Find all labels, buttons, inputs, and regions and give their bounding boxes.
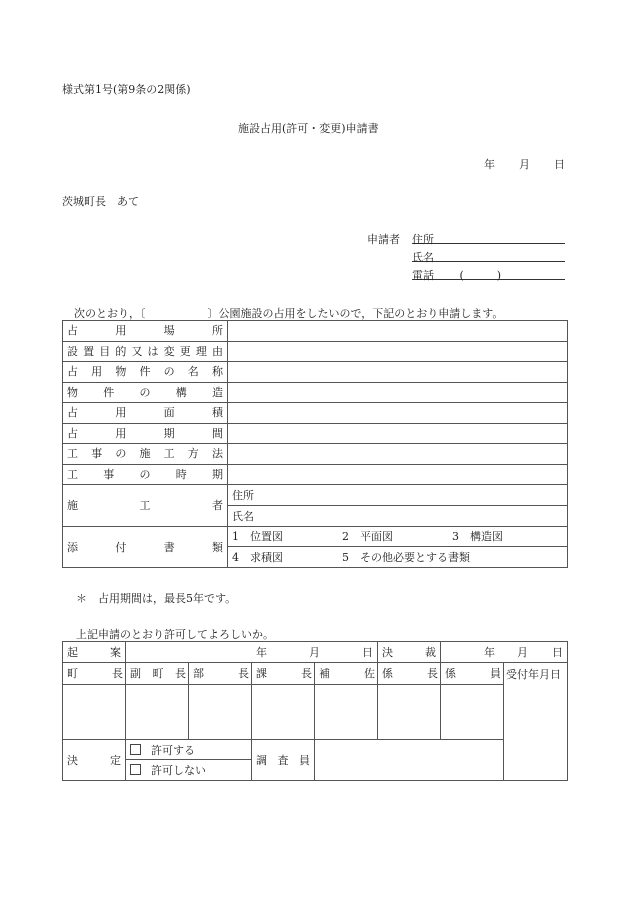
row-label: [63, 362, 228, 383]
applicant-name-label: 氏名: [412, 251, 434, 264]
table-row: [63, 403, 568, 424]
intro-prefix: 次のとおり，〔: [74, 307, 146, 320]
label-chars: 補 佐: [319, 667, 375, 680]
occupancy-note: ＊ 占用期間は，最長5年です。: [76, 592, 237, 605]
approval-question: 上記申請のとおり許可してよろしいか。: [76, 628, 274, 641]
page-title: 施設占用(許可・変更)申請書: [238, 122, 379, 135]
label-chars: 部 長: [193, 667, 249, 680]
role-label: [315, 663, 378, 685]
option-deny-label: 許可しない: [151, 764, 206, 777]
label-chars: 調 査 員: [256, 753, 310, 767]
label-chars: 物 件 の 構 造: [67, 385, 223, 399]
row-label: [63, 464, 228, 485]
role-label: [63, 663, 126, 685]
stamp-box[interactable]: [315, 685, 378, 740]
draft-month-label: 月: [309, 645, 320, 659]
attachment-item-4: 4 求積図: [232, 550, 283, 564]
attachment-item-3: 3 構造図: [452, 530, 503, 543]
draft-row: [63, 642, 568, 663]
inspector-label: [252, 740, 315, 781]
attachments-line-2: [228, 547, 568, 568]
attachment-item-2: 2 平面図: [342, 530, 393, 543]
row-label: [63, 382, 228, 403]
intro-suffix: 〕公園施設の占用をしたいので，下記のとおり申請します。: [207, 307, 504, 320]
application-table: [62, 320, 568, 568]
label-chars: 占 用 場 所: [67, 324, 223, 338]
table-row: [63, 362, 568, 383]
draft-day-label: 日: [362, 645, 373, 659]
addressee: 茨城町長 あて: [62, 195, 139, 208]
label-chars: 課 長: [256, 667, 312, 680]
row-value-field[interactable]: [228, 321, 568, 342]
decision-date-field[interactable]: [441, 642, 568, 663]
label-chars: 起 案: [67, 645, 121, 659]
attachment-item-5: 5 その他必要とする書類: [342, 550, 470, 564]
row-value-field[interactable]: [228, 403, 568, 424]
checkbox-approve[interactable]: [130, 744, 141, 755]
table-row: [63, 423, 568, 444]
inspector-field[interactable]: [315, 740, 504, 781]
label-chars: 工 事 の 時 期: [67, 467, 223, 481]
label-chars: 工 事 の 施 工 方 法: [67, 447, 223, 461]
checkbox-deny[interactable]: [130, 764, 141, 775]
roles-row: [63, 663, 568, 685]
contractor-name-label: 氏名: [232, 509, 254, 523]
attachments-row-1: [63, 527, 568, 547]
contractor-name-field[interactable]: [228, 506, 568, 527]
label-chars: 占 用 期 間: [67, 426, 223, 440]
stamp-box[interactable]: [126, 685, 189, 740]
draft-label: [63, 642, 126, 663]
draft-year-label: 年: [256, 645, 267, 659]
contractor-address-row: [63, 485, 568, 506]
final-decision-label: [63, 740, 126, 781]
row-label: [63, 341, 228, 362]
final-row-1: [63, 740, 568, 760]
table-row: [63, 341, 568, 362]
role-label: [441, 663, 504, 685]
stamps-row: [63, 685, 568, 740]
row-value-field[interactable]: [228, 423, 568, 444]
date-year: 年: [484, 158, 495, 171]
draft-date-field[interactable]: [126, 642, 378, 663]
form-number: 様式第1号(第9条の2関係): [62, 83, 191, 96]
stamp-box[interactable]: [441, 685, 504, 740]
label-chars: 係 員: [445, 667, 501, 680]
applicant-label: 申請者: [367, 233, 400, 246]
applicant-name-field[interactable]: [412, 249, 565, 262]
stamp-box[interactable]: [252, 685, 315, 740]
role-label: [126, 663, 189, 685]
label-chars: 占 用 物 件 の 名 称: [67, 365, 223, 379]
label-chars: 添 付 書 類: [67, 540, 223, 554]
approval-table: [62, 641, 568, 781]
option-approve[interactable]: [126, 740, 252, 760]
table-row: [63, 382, 568, 403]
contractor-address-field[interactable]: [228, 485, 568, 506]
label-chars: 施 工 者: [67, 499, 223, 512]
applicant-address-label: 住所: [412, 233, 434, 246]
date-day: 日: [554, 158, 565, 171]
stamp-box[interactable]: [378, 685, 441, 740]
option-approve-label: 許可する: [151, 743, 195, 757]
row-value-field[interactable]: [228, 382, 568, 403]
contractor-label: [63, 485, 228, 527]
decision-day-label: 日: [552, 645, 563, 659]
applicant-address-field[interactable]: [412, 231, 565, 244]
table-row: [63, 444, 568, 465]
attachments-line-1: [228, 527, 568, 547]
row-value-field[interactable]: [228, 362, 568, 383]
row-label: [63, 403, 228, 424]
received-date-cell[interactable]: [504, 663, 568, 781]
contractor-address-label: 住所: [232, 488, 254, 502]
applicant-phone-paren: ( ): [459, 269, 502, 282]
stamp-box[interactable]: [189, 685, 252, 740]
date-month: 月: [519, 158, 530, 171]
label-chars: 占 用 面 積: [67, 406, 223, 420]
decision-year-label: 年: [484, 645, 495, 659]
row-label: [63, 444, 228, 465]
attachment-item-1: 1 位置図: [232, 530, 283, 543]
attachments-label: [63, 527, 228, 568]
label-chars: 決 裁: [382, 645, 436, 659]
stamp-box[interactable]: [63, 685, 126, 740]
label-chars: 設 置 目 的 又 は 変 更 理 由: [67, 344, 223, 358]
role-label: [189, 663, 252, 685]
label-chars: 町 長: [67, 667, 123, 680]
row-value-field[interactable]: [228, 444, 568, 465]
role-label: [378, 663, 441, 685]
intro-text: [74, 305, 503, 321]
table-row: [63, 321, 568, 342]
role-label: [252, 663, 315, 685]
option-deny[interactable]: [126, 760, 252, 781]
row-label: [63, 423, 228, 444]
applicant-phone-field[interactable]: [412, 267, 565, 280]
label-chars: 決 定: [67, 753, 121, 767]
label-chars: 副 町 長: [130, 667, 186, 680]
applicant-phone-label: 電話: [412, 269, 434, 282]
row-value-field[interactable]: [228, 464, 568, 485]
row-value-field[interactable]: [228, 341, 568, 362]
decision-label: [378, 642, 441, 663]
received-date-label: 受付年月日: [506, 668, 561, 681]
decision-month-label: 月: [517, 645, 528, 659]
label-chars: 係 長: [382, 667, 438, 680]
table-row: [63, 464, 568, 485]
row-label: [63, 321, 228, 342]
